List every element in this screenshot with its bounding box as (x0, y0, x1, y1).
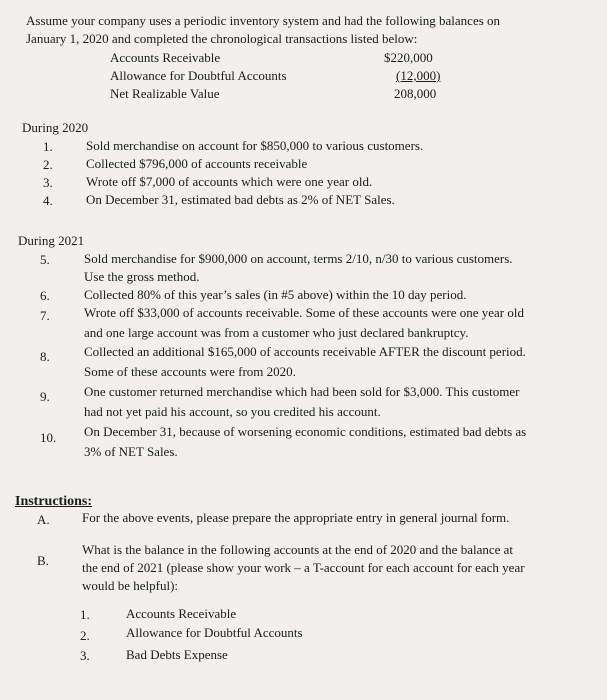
item-number: 3. (43, 175, 53, 190)
item-text: Sold merchandise for $900,000 on account, terms 2/10, n/30 to various customers. (84, 251, 513, 266)
item-text: On December 31, estimated bad debts as 2% of NET Sales. (86, 192, 395, 207)
balance-value: (12,000) (396, 68, 441, 83)
balance-label: Accounts Receivable (110, 50, 221, 65)
balance-label: Net Realizable Value (110, 86, 220, 101)
item-text: Collected an additional $165,000 of accounts receivable AFTER the discount period. (84, 344, 526, 359)
intro-line-1: Assume your company uses a periodic inventory system and had the following balances on (26, 13, 501, 28)
balance-value: 208,000 (394, 86, 437, 101)
item-text: Collected $796,000 of accounts receivable (86, 156, 308, 171)
instructions-heading: Instructions: (15, 494, 93, 509)
item-text: Bad Debts Expense (126, 647, 228, 662)
item-text: On December 31, because of worsening economic conditions, estimated bad debts as (84, 424, 527, 439)
instruction-text: would be helpful): (82, 578, 179, 593)
item-number: 9. (40, 389, 50, 404)
instruction-text: the end of 2021 (please show your work – a T-account for each account for each year (82, 560, 525, 575)
item-number: 2. (80, 628, 90, 643)
item-text: had not yet paid his account, so you credited his account. (84, 404, 381, 419)
item-text: Allowance for Doubtful Accounts (126, 625, 303, 640)
item-text: Wrote off $7,000 of accounts which were one year old. (86, 174, 373, 189)
item-text: and one large account was from a customer who just declared bankruptcy. (84, 325, 469, 340)
item-text: 3% of NET Sales. (84, 444, 178, 459)
item-number: 8. (40, 349, 50, 364)
item-number: 5. (40, 252, 50, 267)
item-text: One customer returned merchandise which had been sold for $3,000. This customer (84, 384, 520, 399)
item-text: Wrote off $33,000 of accounts receivable. Some of these accounts were one year old (84, 305, 524, 320)
item-number: 6. (40, 288, 50, 303)
item-number: 4. (43, 193, 53, 208)
balance-value: $220,000 (384, 50, 433, 65)
item-number: 1. (80, 607, 90, 622)
item-text: Accounts Receivable (126, 606, 237, 621)
item-number: 2. (43, 157, 53, 172)
item-number: 7. (40, 308, 50, 323)
instruction-text: What is the balance in the following accounts at the end of 2020 and the balance at (82, 542, 514, 557)
item-text: Collected 80% of this year’s sales (in #5 above) within the 10 day period. (84, 287, 467, 302)
item-number: 1. (43, 139, 53, 154)
section-heading-2021: During 2021 (18, 233, 85, 248)
instruction-letter: B. (37, 553, 49, 568)
instruction-text: For the above events, please prepare the appropriate entry in general journal form. (82, 510, 510, 525)
section-heading-2020: During 2020 (22, 120, 89, 135)
item-number: 3. (80, 648, 90, 663)
item-text: Some of these accounts were from 2020. (84, 364, 296, 379)
balance-label: Allowance for Doubtful Accounts (110, 68, 287, 83)
item-text: Sold merchandise on account for $850,000 to various customers. (86, 138, 424, 153)
instruction-letter: A. (37, 512, 50, 527)
item-number: 10. (40, 430, 57, 445)
item-text: Use the gross method. (84, 269, 200, 284)
intro-line-2: January 1, 2020 and completed the chronological transactions listed below: (26, 31, 418, 46)
